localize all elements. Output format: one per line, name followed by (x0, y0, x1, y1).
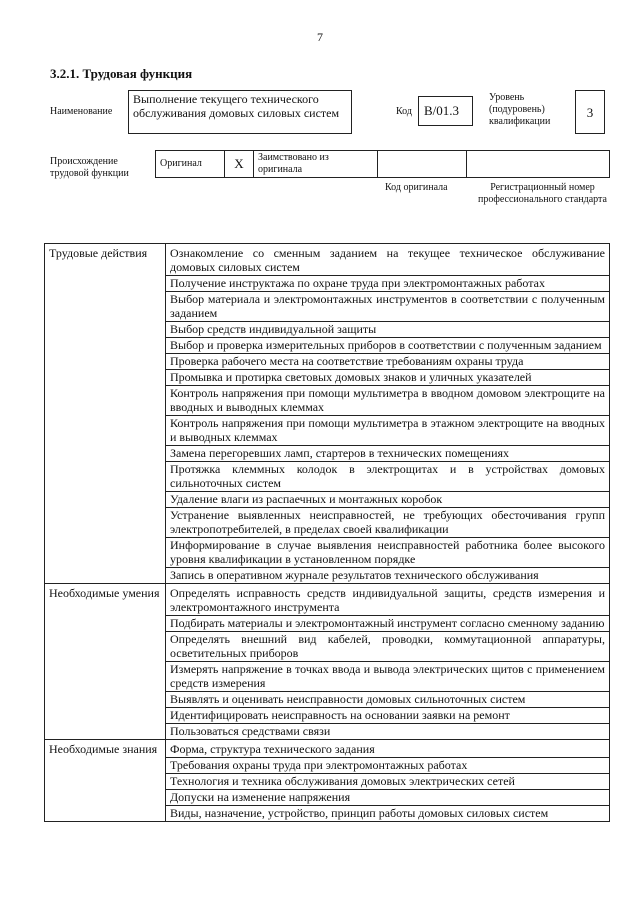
item-cell: Допуски на изменение напряжения (166, 790, 610, 806)
original-mark: X (225, 151, 254, 178)
origin-table (155, 150, 610, 178)
item-cell: Требования охраны труда при электромонтажных работах (166, 758, 610, 774)
item-cell: Пользоваться средствами связи (166, 724, 610, 740)
code-box: B/01.3 (418, 96, 473, 126)
item-cell: Получение инструктажа по охране труда при электромонтажных работах (166, 276, 610, 292)
level-box: 3 (575, 90, 605, 134)
item-cell: Выбор материала и электромонтажных инструментов в соответствии с полученным заданием (166, 292, 610, 322)
item-cell: Замена перегоревших ламп, стартеров в технических помещениях (166, 446, 610, 462)
code-original-cell (378, 151, 467, 178)
category-cell: Необходимые знания (45, 740, 166, 822)
item-cell: Контроль напряжения при помощи мультиметра в этажном электрощите на вводных и выводных клеммах (166, 416, 610, 446)
item-cell: Определять исправность средств индивидуальной защиты, средств измерения и электромонтажного инструмента (166, 584, 610, 616)
item-cell: Идентифицировать неисправность на основании заявки на ремонт (166, 708, 610, 724)
function-details-table (44, 243, 610, 822)
item-cell: Выбор средств индивидуальной защиты (166, 322, 610, 338)
table-row (45, 740, 610, 758)
item-cell: Протяжка клеммных колодок в электрощитах и в устройствах домовых сильноточных систем (166, 462, 610, 492)
original-label: Оригинал (156, 151, 225, 178)
item-cell: Удаление влаги из распаечных и монтажных коробок (166, 492, 610, 508)
item-cell: Виды, назначение, устройство, принцип работы домовых силовых систем (166, 806, 610, 822)
section-title: 3.2.1. Трудовая функция (50, 66, 193, 81)
borrowed-label: Заимствовано из оригинала (254, 151, 378, 178)
item-cell: Технология и техника обслуживания домовых электрических сетей (166, 774, 610, 790)
item-cell: Форма, структура технического задания (166, 740, 610, 758)
function-name-box: Выполнение текущего технического обслуживания домовых силовых систем (128, 90, 352, 134)
category-cell: Трудовые действия (45, 244, 166, 584)
category-cell: Необходимые умения (45, 584, 166, 740)
reg-number-cell (467, 151, 610, 178)
item-cell: Измерять напряжение в точках ввода и вывода электрических щитов с применением средств измерения (166, 662, 610, 692)
item-cell: Определять внешний вид кабелей, проводки, коммутационной аппаратуры, осветительных приборов (166, 632, 610, 662)
item-cell: Подбирать материалы и электромонтажный инструмент согласно сменному заданию (166, 616, 610, 632)
item-cell: Информирование в случае выявления неисправностей работника более высокого уровня квалификации в установленном порядке (166, 538, 610, 568)
page-number: 7 (317, 30, 323, 44)
code-label: Код (396, 106, 412, 117)
reg-number-caption: Регистрационный номер профессионального стандарта (478, 182, 607, 205)
item-cell: Промывка и протирка световых домовых знаков и уличных указателей (166, 370, 610, 386)
item-cell: Ознакомление со сменным заданием на текущее техническое обслуживание домовых силовых систем (166, 244, 610, 276)
table-row (45, 584, 610, 616)
item-cell: Выбор и проверка измерительных приборов в соответствии с полученным заданием (166, 338, 610, 354)
item-cell: Контроль напряжения при помощи мультиметра в вводном домовом электрощите на вводных и выводных клеммах (166, 386, 610, 416)
level-label: Уровень (подуровень) квалификации (489, 92, 551, 127)
origin-label: Происхождение трудовой функции (50, 156, 129, 179)
name-label: Наименование (50, 106, 113, 117)
item-cell: Выявлять и оценивать неисправности домовых сильноточных систем (166, 692, 610, 708)
code-original-caption: Код оригинала (385, 182, 448, 193)
table-row (45, 244, 610, 276)
item-cell: Проверка рабочего места на соответствие требованиям охраны труда (166, 354, 610, 370)
item-cell: Запись в оперативном журнале результатов технического обслуживания (166, 568, 610, 584)
item-cell: Устранение выявленных неисправностей, не требующих обесточивания групп электропотребителей, в пределах своей квалификации (166, 508, 610, 538)
